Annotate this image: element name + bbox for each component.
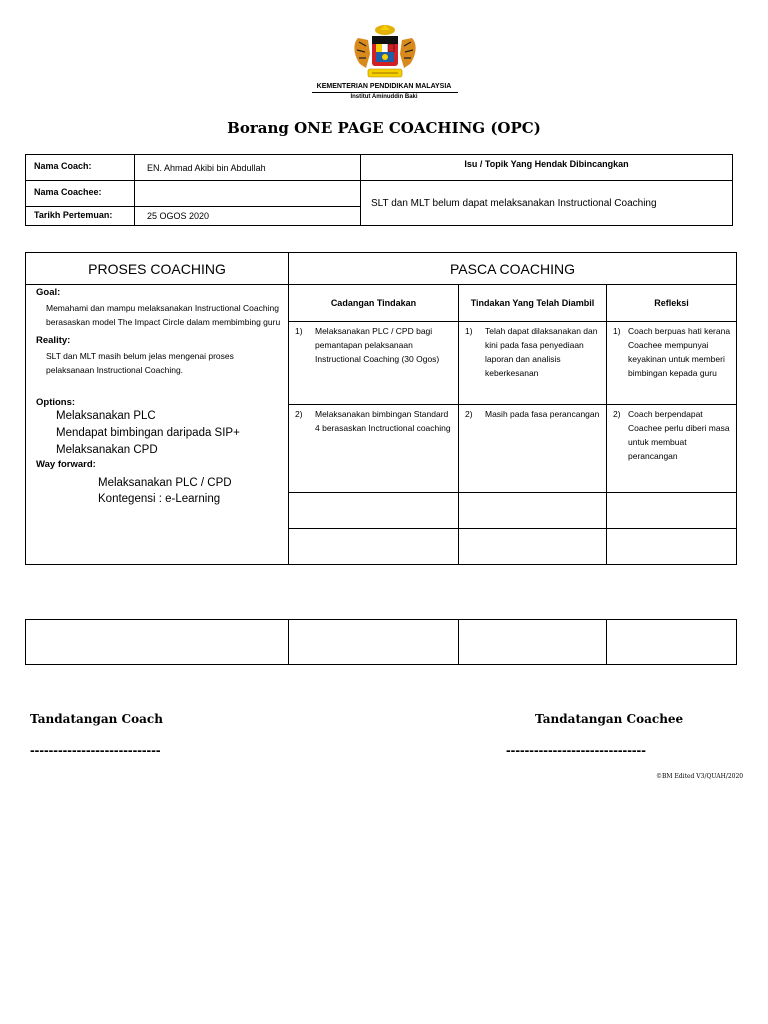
extra-row-table bbox=[25, 619, 737, 665]
tindakan-cell[interactable] bbox=[459, 322, 607, 405]
coachee-name-value[interactable] bbox=[135, 181, 361, 207]
proses-coaching-heading: PROSES COACHING bbox=[26, 253, 289, 285]
cadangan-cell[interactable] bbox=[289, 322, 459, 405]
tindakan-text: Telah dapat dilaksanakan dan kini pada fasa penyediaan laporan dan analisis keberkesanan bbox=[485, 326, 598, 378]
grow-model-cell bbox=[26, 285, 289, 565]
item-number: 2) bbox=[295, 409, 303, 419]
empty-cell[interactable] bbox=[459, 620, 607, 665]
coach-name-value[interactable]: EN. Ahmad Akibi bin Abdullah bbox=[135, 155, 361, 181]
empty-cell[interactable] bbox=[607, 529, 737, 565]
refleksi-cell[interactable] bbox=[607, 405, 737, 493]
options-label: Options: bbox=[36, 397, 76, 408]
institute-name: Institut Aminuddin Baki bbox=[350, 94, 418, 100]
cadangan-text: Melaksanakan bimbingan Standard 4 berasaskan Inctructional coaching bbox=[315, 409, 451, 433]
empty-cell[interactable] bbox=[26, 620, 289, 665]
item-number: 2) bbox=[465, 409, 473, 419]
cadangan-tindakan-header: Cadangan Tindakan bbox=[289, 285, 459, 322]
coach-name-label: Nama Coach: bbox=[26, 155, 135, 181]
session-info-table bbox=[25, 154, 733, 226]
refleksi-header: Refleksi bbox=[607, 285, 737, 322]
item-number: 1) bbox=[465, 326, 473, 336]
empty-cell[interactable] bbox=[289, 493, 459, 529]
item-number: 1) bbox=[295, 326, 303, 336]
option-item[interactable]: Mendapat bimbingan daripada SIP+ bbox=[56, 427, 240, 439]
refleksi-text: Coach berpendapat Coachee perlu diberi masa untuk membuat perancangan bbox=[628, 409, 730, 461]
issue-topic-label: Isu / Topik Yang Hendak Dibincangkan bbox=[361, 155, 733, 181]
cadangan-cell[interactable] bbox=[289, 405, 459, 493]
refleksi-text: Coach berpuas hati kerana Coachee mempunyai keyakinan untuk memberi bimbingan kepada guru bbox=[628, 326, 731, 378]
way-forward-label: Way forward: bbox=[36, 459, 96, 470]
pasca-coaching-heading: PASCA COACHING bbox=[289, 253, 737, 285]
meeting-date-value[interactable]: 25 OGOS 2020 bbox=[135, 207, 361, 226]
reality-label: Reality: bbox=[36, 335, 71, 346]
goal-label: Goal: bbox=[36, 287, 61, 298]
refleksi-cell[interactable] bbox=[607, 322, 737, 405]
empty-cell[interactable] bbox=[459, 529, 607, 565]
item-number: 2) bbox=[613, 409, 621, 419]
coachee-name-label: Nama Coachee: bbox=[26, 181, 135, 207]
way-forward-item[interactable]: Melaksanakan PLC / CPD bbox=[98, 477, 232, 489]
coat-of-arms-icon bbox=[350, 24, 420, 80]
goal-text[interactable]: Memahami dan mampu melaksanakan Instructional Coaching berasaskan model The Impact Circle dalam membimbing guru bbox=[46, 303, 281, 327]
item-number: 1) bbox=[613, 326, 621, 336]
way-forward-item[interactable]: Kontegensi : e-Learning bbox=[98, 493, 221, 505]
tindakan-cell[interactable] bbox=[459, 405, 607, 493]
cadangan-text: Melaksanakan PLC / CPD bagi pemantapan pelaksanaan Instructional Coaching (30 Ogos) bbox=[315, 326, 440, 364]
tindakan-diambil-header: Tindakan Yang Telah Diambil bbox=[459, 285, 607, 322]
coaching-table bbox=[25, 252, 737, 565]
empty-cell[interactable] bbox=[607, 620, 737, 665]
coach-signature-line[interactable]: ---------------------------- bbox=[30, 742, 161, 758]
tindakan-text: Masih pada fasa perancangan bbox=[485, 409, 600, 419]
empty-cell[interactable] bbox=[289, 529, 459, 565]
form-title: Borang ONE PAGE COACHING (OPC) bbox=[227, 119, 541, 137]
empty-cell[interactable] bbox=[459, 493, 607, 529]
footer-note: ©BM Edited V3/QUAH/2020 bbox=[656, 773, 744, 780]
option-item[interactable]: Melaksanakan PLC bbox=[56, 410, 156, 422]
coachee-signature-label: Tandatangan Coachee bbox=[535, 712, 684, 726]
coachee-signature-line[interactable]: ------------------------------ bbox=[506, 742, 646, 758]
issue-topic-value[interactable]: SLT dan MLT belum dapat melaksanakan Instructional Coaching bbox=[361, 181, 733, 226]
coach-signature-label: Tandatangan Coach bbox=[30, 712, 163, 726]
reality-text[interactable]: SLT dan MLT masih belum jelas mengenai proses pelaksanaan Instructional Coaching. bbox=[46, 351, 234, 375]
option-item[interactable]: Melaksanakan CPD bbox=[56, 444, 158, 456]
empty-cell[interactable] bbox=[607, 493, 737, 529]
meeting-date-label: Tarikh Pertemuan: bbox=[26, 207, 135, 226]
ministry-underline bbox=[312, 92, 458, 93]
empty-cell[interactable] bbox=[289, 620, 459, 665]
ministry-name: KEMENTERIAN PENDIDIKAN MALAYSIA bbox=[316, 83, 452, 90]
